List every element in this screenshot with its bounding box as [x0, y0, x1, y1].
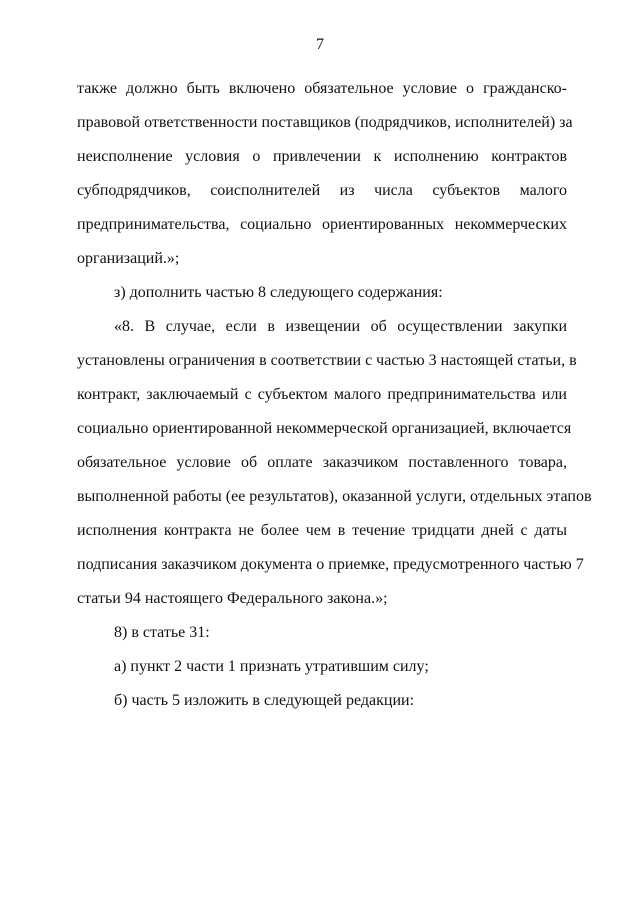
text-line: также должно быть включено обязательное условие о гражданско- — [77, 80, 567, 97]
text-line: з) дополнить частью 8 следующего содержания: — [114, 284, 443, 301]
paragraph-item-a — [77, 650, 567, 684]
paragraph-item-z — [77, 276, 567, 310]
text-line: «8. В случае, если в извещении об осуществлении закупки — [114, 318, 567, 335]
text-line: 8) в статье 31: — [114, 624, 210, 641]
paragraph-continuation — [77, 72, 573, 276]
text-line: правовой ответственности поставщиков (подрядчиков, исполнителей) за — [77, 114, 573, 131]
text-line: а) пункт 2 части 1 признать утратившим силу; — [114, 658, 429, 675]
text-line: выполненной работы (ее результатов), оказанной услуги, отдельных этапов — [77, 488, 592, 505]
paragraph-item-8 — [77, 616, 567, 650]
text-line: подписания заказчиком документа о приемке, предусмотренного частью 7 — [77, 556, 584, 573]
text-line: исполнения контракта не более чем в течение тридцати дней с даты — [77, 522, 567, 539]
page-number: 7 — [316, 36, 324, 53]
document-body — [77, 72, 592, 718]
text-line: социально ориентированной некоммерческой организацией, включается — [77, 420, 572, 437]
paragraph-part-8 — [77, 310, 592, 616]
text-line: контракт, заключаемый с субъектом малого предпринимательства или — [77, 386, 567, 403]
text-line: статьи 94 настоящего Федерального закона.»; — [77, 590, 388, 607]
paragraph-item-b — [77, 684, 567, 718]
text-line: установлены ограничения в соответствии с частью 3 настоящей статьи, в — [77, 352, 577, 369]
text-line: б) часть 5 изложить в следующей редакции: — [114, 692, 415, 709]
text-line: субподрядчиков, соисполнителей из числа субъектов малого — [77, 182, 567, 199]
text-line: неисполнение условия о привлечении к исполнению контрактов — [77, 148, 567, 165]
text-line: организаций.»; — [77, 250, 180, 267]
text-line: обязательное условие об оплате заказчиком поставленного товара, — [77, 454, 567, 471]
text-line: предпринимательства, социально ориентированных некоммерческих — [77, 216, 567, 233]
